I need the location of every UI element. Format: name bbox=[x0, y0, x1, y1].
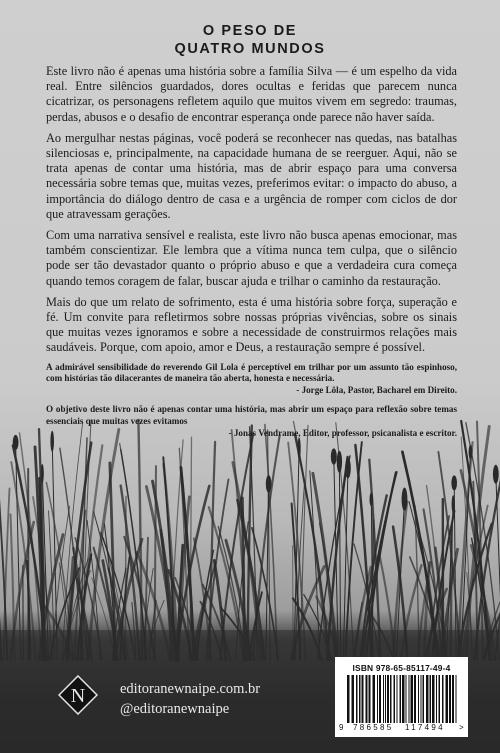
barcode-digits-right: 117494 bbox=[405, 723, 445, 732]
editora-newnaipe-logo-icon bbox=[58, 675, 98, 715]
isbn-label: ISBN 978-65-85117-49-4 bbox=[352, 663, 451, 673]
book-title-line-1: O PESO DE bbox=[202, 23, 298, 39]
synopsis-paragraph: Mais do que um relato de sofrimento, esta é uma história sobre força, superação e fé. Um convite para refletirmos sobre nossas próprias vivências, sobre os sinais que muitas vezes ignoramos e sobre a necessidade de construirmos relações mais saudáveis. Porque, com apoio, amor e Deus, a restauração sempre é possível. bbox=[46, 294, 457, 355]
publisher-website[interactable]: editoranewnaipe.com.br bbox=[120, 681, 261, 697]
logo-letter: N bbox=[70, 685, 86, 707]
synopsis-paragraph: Este livro não é apenas uma história sobre a família Silva — é um espelho da vida real. Entre silêncios guardados, dores ocultas e feridas que parecem nunca cicatrizar, os personagens refletem aquilo que muitos vivem em segredo: traumas, perdas, abusos e o desafio de encontrar esperança onde parece não haver saída. bbox=[46, 64, 457, 124]
synopsis-paragraph: Ao mergulhar nestas páginas, você poderá se reconhecer nas quedas, nas batalhas silenciosas e, principalmente, na capacidade humana de se reerguer. Aqui, não se trata apenas de contar uma história, mas de abrir espaço para uma conversa necessária sobre temas que, muitas vezes, preferimos evitar: o impacto do abuso, a importância do diálogo dentro de casa e a urgência de romper com ciclos de dor que atravessam gerações. bbox=[46, 130, 457, 221]
book-title-line-2: QUATRO MUNDOS bbox=[174, 41, 326, 57]
publisher-social-handle[interactable]: @editoranewnaipe bbox=[120, 701, 230, 717]
synopsis-paragraph: Com uma narrativa sensível e realista, este livro não busca apenas emocionar, mas também conscientizar. Ele lembra que a vítima nunca tem culpa, que o silêncio pode ser tão devastador quanto o próprio abuso e que a verdadeira cura começa quando temos coragem de falar, buscar ajuda e trilhar o caminho da restauração. bbox=[46, 228, 457, 288]
testimonial-quote: O objetivo deste livro não é apenas contar uma história, mas abrir um espaço para reflexão sobre temas essenciais que muitas vezes evitamos bbox=[46, 404, 457, 427]
barcode-icon bbox=[347, 675, 459, 723]
testimonial-author: - Jorge Lôla, Pastor, Bacharel em Direito. bbox=[296, 384, 457, 395]
synopsis bbox=[46, 64, 457, 447]
barcode-digit-end: > bbox=[459, 723, 464, 732]
book-title bbox=[0, 22, 500, 58]
barcode-digits-left: 786585 bbox=[353, 723, 394, 732]
testimonial-author: - Jonas Vendrame, Editor, professor, psicanalista e escritor. bbox=[228, 427, 457, 438]
isbn-barcode bbox=[335, 657, 468, 737]
testimonial-quote: A admirável sensibilidade do reverendo Gil Lola é perceptível em trilhar por um assunto tão espinhoso, com histórias tão dilacerantes de maneira tão aberta, honesta e necessária. bbox=[46, 361, 457, 384]
barcode-digit-first: 9 bbox=[339, 723, 344, 732]
